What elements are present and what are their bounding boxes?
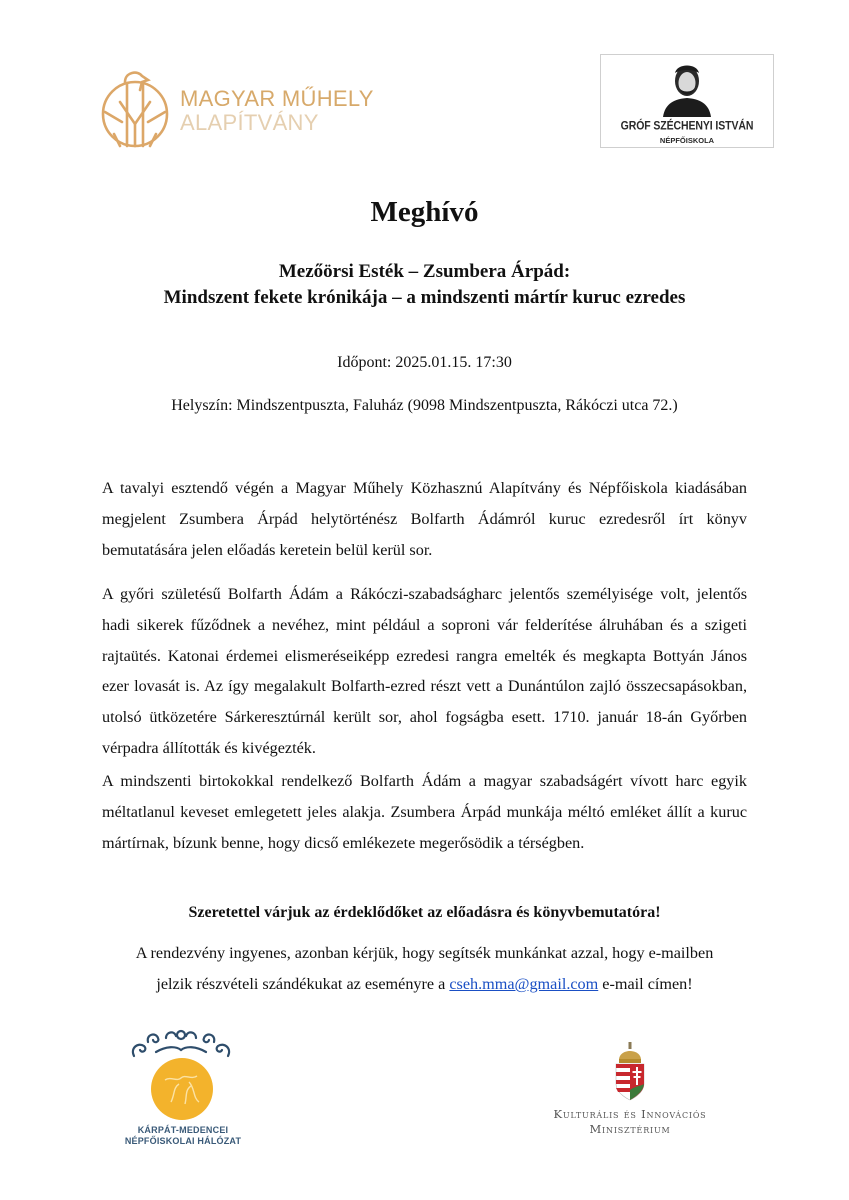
invitation-closing: Szeretettel várjuk az érdeklődőket az előadásra és könyvbemutatóra! — [188, 904, 661, 921]
lecture-title: Mindszent fekete krónikája – a mindszenti mártír kuruc ezredes — [163, 287, 686, 308]
event-location: Helyszín: Mindszentpuszta, Faluház (9098 Mindszentpuszta, Rákóczi utca 72.) — [171, 397, 678, 414]
logo-text-line1: Kulturális és Innovációs — [553, 1107, 707, 1121]
registration-note-line2 — [0, 975, 849, 994]
event-series-title: Mezőörsi Esték – Zsumbera Árpád: — [278, 261, 571, 282]
ministry-logo — [530, 1040, 730, 1145]
magyar-muhely-logo — [100, 62, 390, 154]
body-paragraph: A mindszenti birtokokkal rendelkező Bolfarth Ádám a magyar szabadságért vívott harc egyik méltatlanul keveset emlegetett jeles alakja. Zsumbera Árpád munkája méltó emléket állít a kuruc mártírnak, bízunk benne, hogy dicső emlékezete megerősödik a térségben. — [102, 772, 747, 852]
event-time: Időpont: 2025.01.15. 17:30 — [337, 354, 512, 371]
hungarian-coat-of-arms-icon — [613, 1040, 647, 1102]
document-title: Meghívó — [370, 196, 479, 228]
registration-note-text: jelzik részvételi szándékukat az eseményre a — [156, 975, 450, 993]
portrait-icon — [653, 61, 721, 117]
eagle-emblem-icon — [100, 62, 170, 152]
ornament-icon — [126, 1028, 236, 1060]
email-link[interactable]: cseh.mma@gmail.com — [449, 975, 599, 993]
logo-text-line2: NÉPFŐISKOLAI HÁLÓZAT — [124, 1136, 242, 1146]
registration-note-line1: A rendezvény ingyenes, azonban kérjük, hogy segítsék munkánkat azzal, hogy e-mailben — [135, 944, 714, 962]
logo-text-line2: Minisztérium — [589, 1122, 671, 1136]
logo-text-line1: KÁRPÁT-MEDENCEI — [137, 1125, 229, 1135]
logo-text-line2: ALAPÍTVÁNY — [180, 110, 319, 135]
logo-subtitle: NÉPFŐISKOLA — [659, 136, 715, 145]
carpathian-basin-emblem-icon — [151, 1058, 213, 1120]
karpat-medencei-nepfoiskolai-halozat-logo — [108, 1028, 258, 1146]
body-paragraph: A győri születésű Bolfarth Ádám a Rákóczi-szabadságharc jelentős személyisége volt, jelentős hadi sikerek fűződnek a nevéhez, mint például a soproni vár felderítése álruhában és a szigeti rajtaütés. Katonai érdemei elismeréseiképp ezredesi rangra emelték és megkapta Bottyán János ezer lovasát is. Az így megalakult Bolfarth-ezred részt vett a Dunántúlon zajló összecsapásokban, utolsó ütközetére Sárkeresztúrnál került sor, ahol fogságba esett. 1710. január 18-án Győrben vérpadra állították és kivégezték. — [102, 585, 747, 757]
body-paragraph: A tavalyi esztendő végén a Magyar Műhely Közhasznú Alapítvány és Népfőiskola kiadásában megjelent Zsumbera Árpád helytörténész Bolfarth Ádámról kuruc ezredesről írt könyv bemutatására jelen előadás keretein belül kerül sor. — [102, 479, 747, 559]
registration-note-text-end: e-mail címen! — [598, 975, 693, 993]
logo-text-line1: MAGYAR MŰHELY — [180, 86, 374, 111]
logo-name: GRÓF SZÉCHENYI ISTVÁN — [620, 119, 754, 133]
szechenyi-nepfoiskola-logo — [600, 54, 774, 148]
